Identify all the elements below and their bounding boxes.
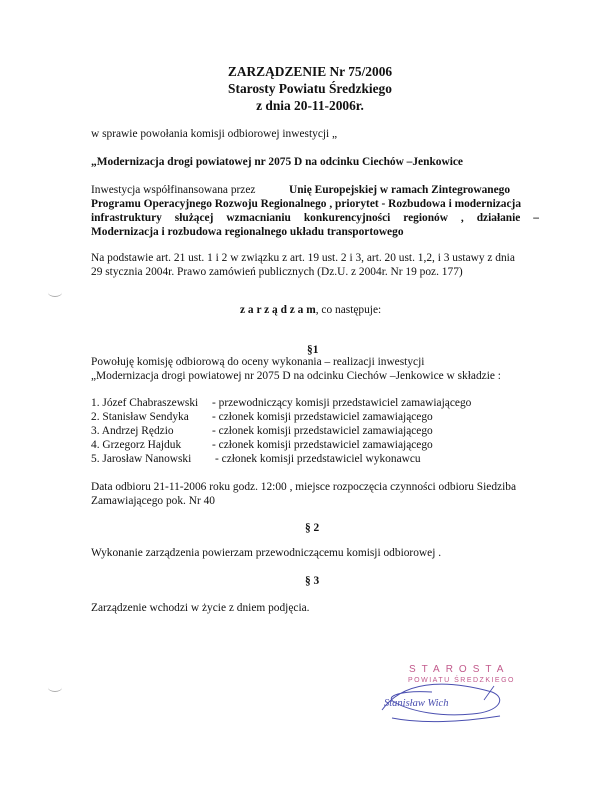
section-3-heading: § 3 <box>305 575 320 587</box>
section-2-heading: § 2 <box>305 522 320 534</box>
document-date: z dnia 20-11-2006r. <box>256 98 364 113</box>
acceptance-date-line-2: Zamawiającego pok. Nr 40 <box>91 495 215 507</box>
decree-rest: , co następuje: <box>315 304 382 316</box>
member-name: 5. Jarosław Nanowski <box>91 453 192 465</box>
member-name: 4. Grzegorz Hajduk <box>91 439 182 451</box>
funding-line-3: infrastruktury służącej wzmacnianiu konkurencyjności regionów , działanie – <box>91 212 539 224</box>
section-1-intro-2: „Modernizacja drogi powiatowej nr 2075 D na odcinku Ciechów –Jenkowice w składzie : <box>91 370 501 382</box>
section-3-text: Zarządzenie wchodzi w życie z dniem podjęcia. <box>91 602 310 614</box>
signature-name: Stanisław Wich <box>384 698 449 709</box>
member-role: - przewodniczący komisji przedstawiciel zamawiającego <box>212 397 472 409</box>
funding-line-2: Programu Operacyjnego Rozwoju Regionalnego , priorytet - Rozbudowa i modernizacja <box>91 198 522 210</box>
punch-hole-mark <box>48 683 62 692</box>
member-role: - członek komisji przedstawiciel zamawiającego <box>212 411 433 423</box>
document-title: ZARZĄDZENIE Nr 75/2006 <box>227 64 393 79</box>
member-role: - członek komisji przedstawiciel zamawiającego <box>212 439 433 451</box>
section-2-text: Wykonanie zarządzenia powierzam przewodniczącemu komisji odbiorowej . <box>91 547 442 559</box>
funding-line-1a: Inwestycja współfinansowana przez <box>91 184 256 196</box>
decree-word: z a r z ą d z a m <box>240 304 316 316</box>
legal-basis-line-1: Na podstawie art. 21 ust. 1 i 2 w związku z art. 19 ust. 2 i 3, art. 20 ust. 1,2, i 3 ustawy z dnia <box>91 252 515 264</box>
section-1-heading: §1 <box>307 344 319 356</box>
legal-basis-line-2: 29 stycznia 2004r. Prawo zamówień publicznych (Dz.U. z 2004r. Nr 19 poz. 177) <box>91 266 463 278</box>
section-1-intro-1: Powołuję komisję odbiorową do oceny wykonania – realizacji inwestycji <box>91 356 425 368</box>
acceptance-date-line-1: Data odbioru 21-11-2006 roku godz. 12:00 , miejsce rozpoczęcia czynności odbioru Siedziba <box>91 481 517 493</box>
member-name: 1. Józef Chabraszewski <box>91 397 199 409</box>
stamp-subtitle: POWIATU ŚREDZKIEGO <box>408 677 515 684</box>
member-name: 2. Stanisław Sendyka <box>91 411 189 423</box>
subject-line-1: w sprawie powołania komisji odbiorowej inwestycji „ <box>91 128 338 140</box>
subject-line-2: „Modernizacja drogi powiatowej nr 2075 D na odcinku Ciechów –Jenkowice <box>91 156 463 168</box>
member-role: - członek komisji przedstawiciel zamawiającego <box>212 425 433 437</box>
punch-hole-mark <box>48 288 62 297</box>
decree-line <box>240 304 381 316</box>
member-role: - członek komisji przedstawiciel wykonawcu <box>215 453 421 465</box>
stamp-title: STAROSTA <box>409 664 510 675</box>
funding-line-1b: Unię Europejskiej w ramach Zintegrowanego <box>289 184 511 196</box>
funding-line-4: Modernizacja i rozbudowa regionalnego układu transportowego <box>91 226 404 238</box>
member-name: 3. Andrzej Rędzio <box>91 425 174 437</box>
document-issuer: Starosty Powiatu Średzkiego <box>228 81 392 96</box>
